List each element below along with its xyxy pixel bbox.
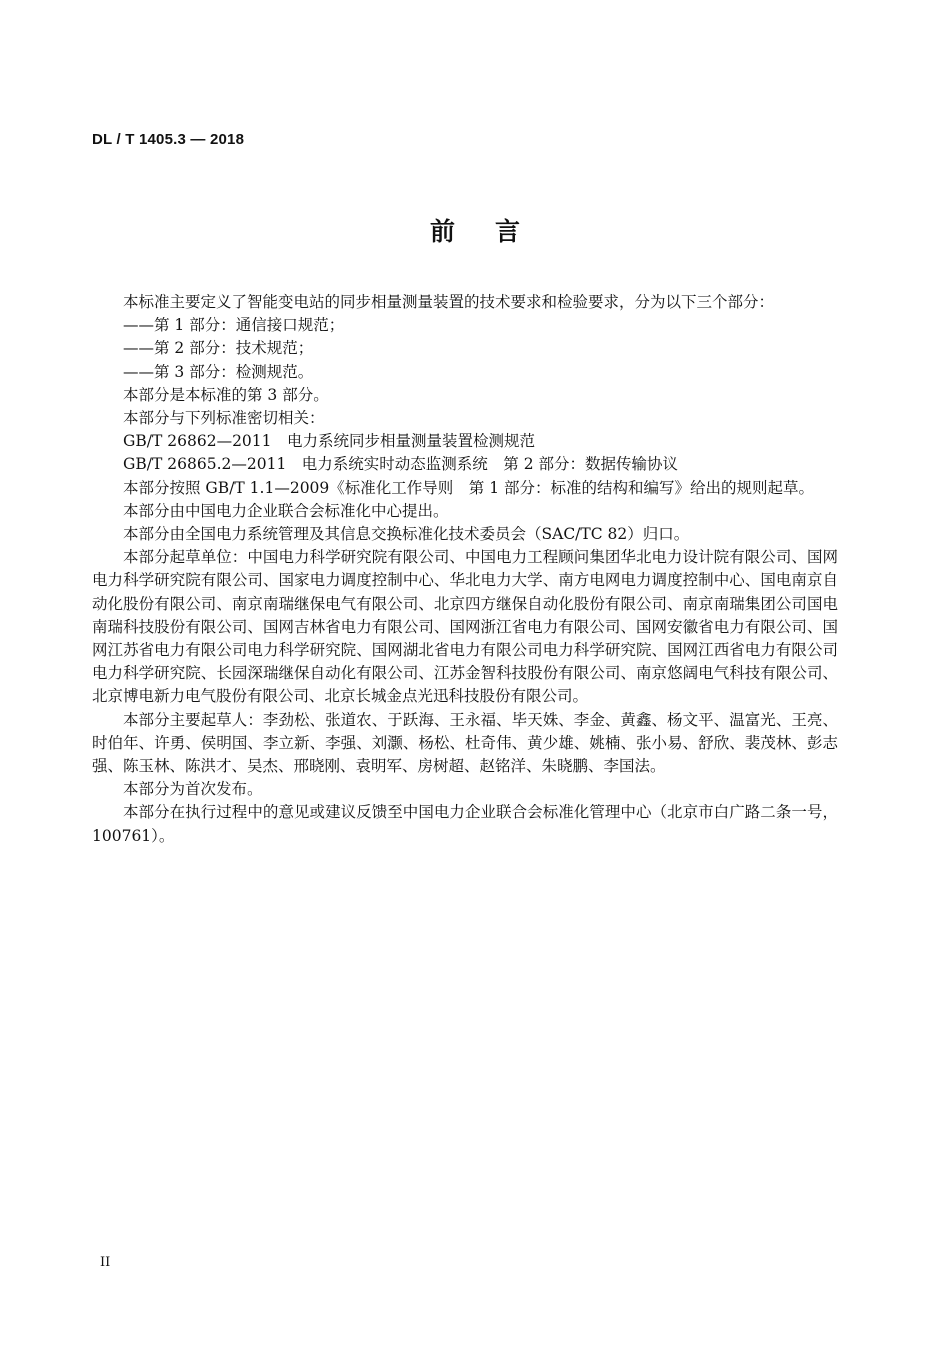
paragraph-related-standards: 本部分与下列标准密切相关： [123,409,325,428]
related-standard-2: GB/T 26865.2—2011 电力系统实时动态监测系统 第 2 部分：数据传输协议 [123,455,679,474]
list-item-part-2: ——第 2 部分：技术规范； [123,339,314,358]
paragraph-first-release: 本部分为首次发布。 [123,780,263,799]
list-item-part-1: ——第 1 部分：通信接口规范； [123,316,345,335]
document-code: DL / T 1405.3 — 2018 [92,131,245,148]
page-title: 前言 [429,217,560,246]
page-number: II [100,1255,111,1270]
paragraph-proposer: 本部分由中国电力企业联合会标准化中心提出。 [123,501,449,520]
paragraph-drafting-rules: 本部分按照 GB/T 1.1—2009《标准化工作导则 第 1 部分：标准的结构和编写》给出的规则起草。 [123,478,815,497]
paragraph-intro: 本标准主要定义了智能变电站的同步相量测量装置的技术要求和检验要求，分为以下三个部分： [123,293,775,311]
paragraph-feedback: 本部分在执行过程中的意见或建议反馈至中国电力企业联合会标准化管理中心（北京市白广路二条一号，100761）。 [92,803,838,845]
paragraph-drafting-units: 本部分起草单位：中国电力科学研究院有限公司、中国电力工程顾问集团华北电力设计院有限公司、国网电力科学研究院有限公司、国家电力调度控制中心、华北电力大学、南方电网电力调度控制中心、国电南京自动化股份有限公司、南京南瑞继保电气有限公司、北京四方继保自动化股份有限公司、南京南瑞集团公司国电南瑞科技股份有限公司、国网吉林省电力有限公司、国网浙江省电力有限公司、国网安徽省电力有限公司、国网江苏省电力有限公司电力科学研究院、国网湖北省电力有限公司电力科学研究院、国网江西省电力有限公司电力科学研究院、长园深瑞继保自动化有限公司、江苏金智科技股份有限公司、南京悠阔电气科技有限公司、北京博电新力电气股份有限公司、北京长城金点光迅科技股份有限公司。 [92,548,838,706]
paragraph-technical-committee: 本部分由全国电力系统管理及其信息交换标准化技术委员会（SAC/TC 82）归口。 [123,525,690,544]
preface-body [92,291,838,848]
list-item-part-3: ——第 3 部分：检测规范。 [123,362,314,381]
related-standard-1: GB/T 26862—2011 电力系统同步相量测量装置检测规范 [123,432,536,451]
paragraph-part-statement: 本部分是本标准的第 3 部分。 [123,385,329,404]
paragraph-drafters: 本部分主要起草人：李劲松、张道农、于跃海、王永福、毕天姝、李金、黄鑫、杨文平、温富光、王亮、时伯年、许勇、侯明国、李立新、李强、刘灏、杨松、杜奇伟、黄少雄、姚楠、张小易、舒欣、裴茂林、彭志强、陈玉林、陈洪才、吴杰、邢晓刚、袁明军、房树超、赵铭洋、朱晓鹏、李国法。 [92,710,838,776]
